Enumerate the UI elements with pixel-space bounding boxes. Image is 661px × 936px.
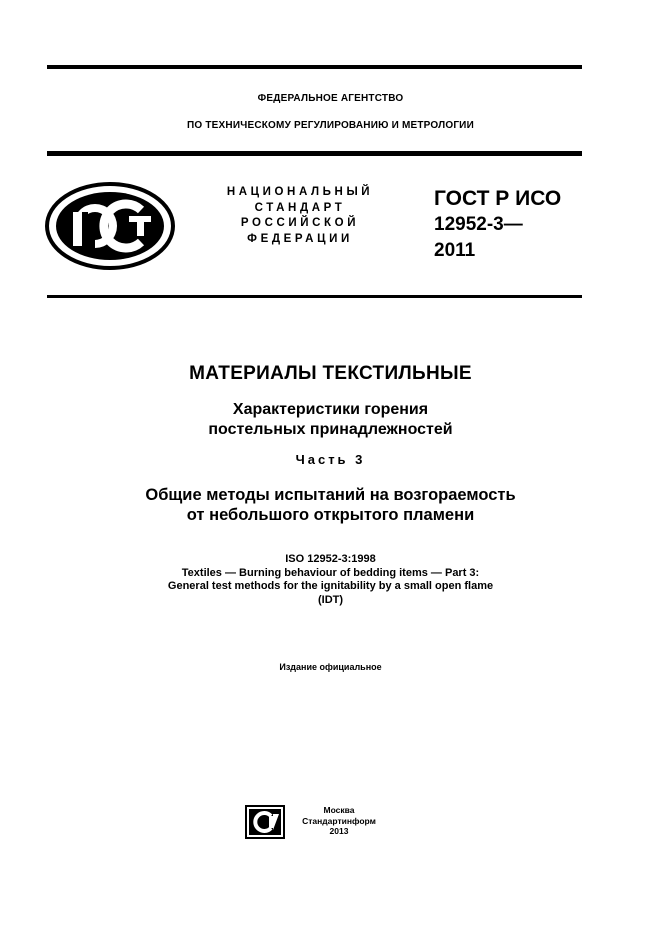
iso-equivalence: (IDT) — [317, 593, 344, 606]
agency-line-2: ПО ТЕХНИЧЕСКОМУ РЕГУЛИРОВАНИЮ И МЕТРОЛОГИИ — [187, 120, 474, 131]
publisher-city: Москва — [323, 805, 355, 815]
publication-year: 2013 — [329, 826, 349, 836]
part-title-line-1: Общие методы испытаний на возгораемость — [145, 486, 516, 504]
iso-title-line-2: General test methods for the ignitability by a small open flame — [167, 580, 494, 592]
agency-line-1: ФЕДЕРАЛЬНОЕ АГЕНТСТВО — [257, 93, 404, 104]
standard-designation — [434, 186, 561, 264]
header-divider — [47, 151, 582, 156]
rst-logo-icon — [45, 182, 175, 270]
standard-type-line-3: РОССИЙСКОЙ — [240, 217, 360, 229]
publisher-name: Стандартинформ — [302, 815, 376, 826]
designation-line-3: 2011 — [434, 240, 476, 261]
designation-line-2: 12952-3— — [434, 214, 523, 235]
standard-type-line-2: СТАНДАРТ — [254, 201, 346, 214]
subtitle-line-2: постельных принадлежностей — [208, 421, 453, 438]
header-bottom-rule — [47, 295, 582, 298]
document-title: МАТЕРИАЛЫ ТЕКСТИЛЬНЫЕ — [189, 363, 472, 384]
standard-type-line-1: НАЦИОНАЛЬНЫЙ — [226, 186, 374, 198]
part-title-line-2: от небольшого открытого пламени — [186, 506, 475, 524]
standartinform-logo-icon — [245, 805, 285, 839]
iso-reference — [0, 553, 661, 607]
part-label: Часть 3 — [295, 452, 366, 467]
subtitle-line-1: Характеристики горения — [232, 401, 429, 418]
iso-title-line-1: Textiles — Burning behaviour of bedding items — Part 3: — [181, 566, 480, 579]
top-rule — [47, 65, 582, 69]
publisher-info — [296, 805, 382, 837]
edition-label: Издание официальное — [279, 662, 382, 672]
standard-type — [205, 185, 395, 247]
iso-number: ISO 12952-3:1998 — [285, 553, 376, 565]
designation-line-1: ГОСТ Р ИСО — [434, 187, 562, 210]
standard-type-line-4: ФЕДЕРАЦИИ — [247, 232, 353, 245]
